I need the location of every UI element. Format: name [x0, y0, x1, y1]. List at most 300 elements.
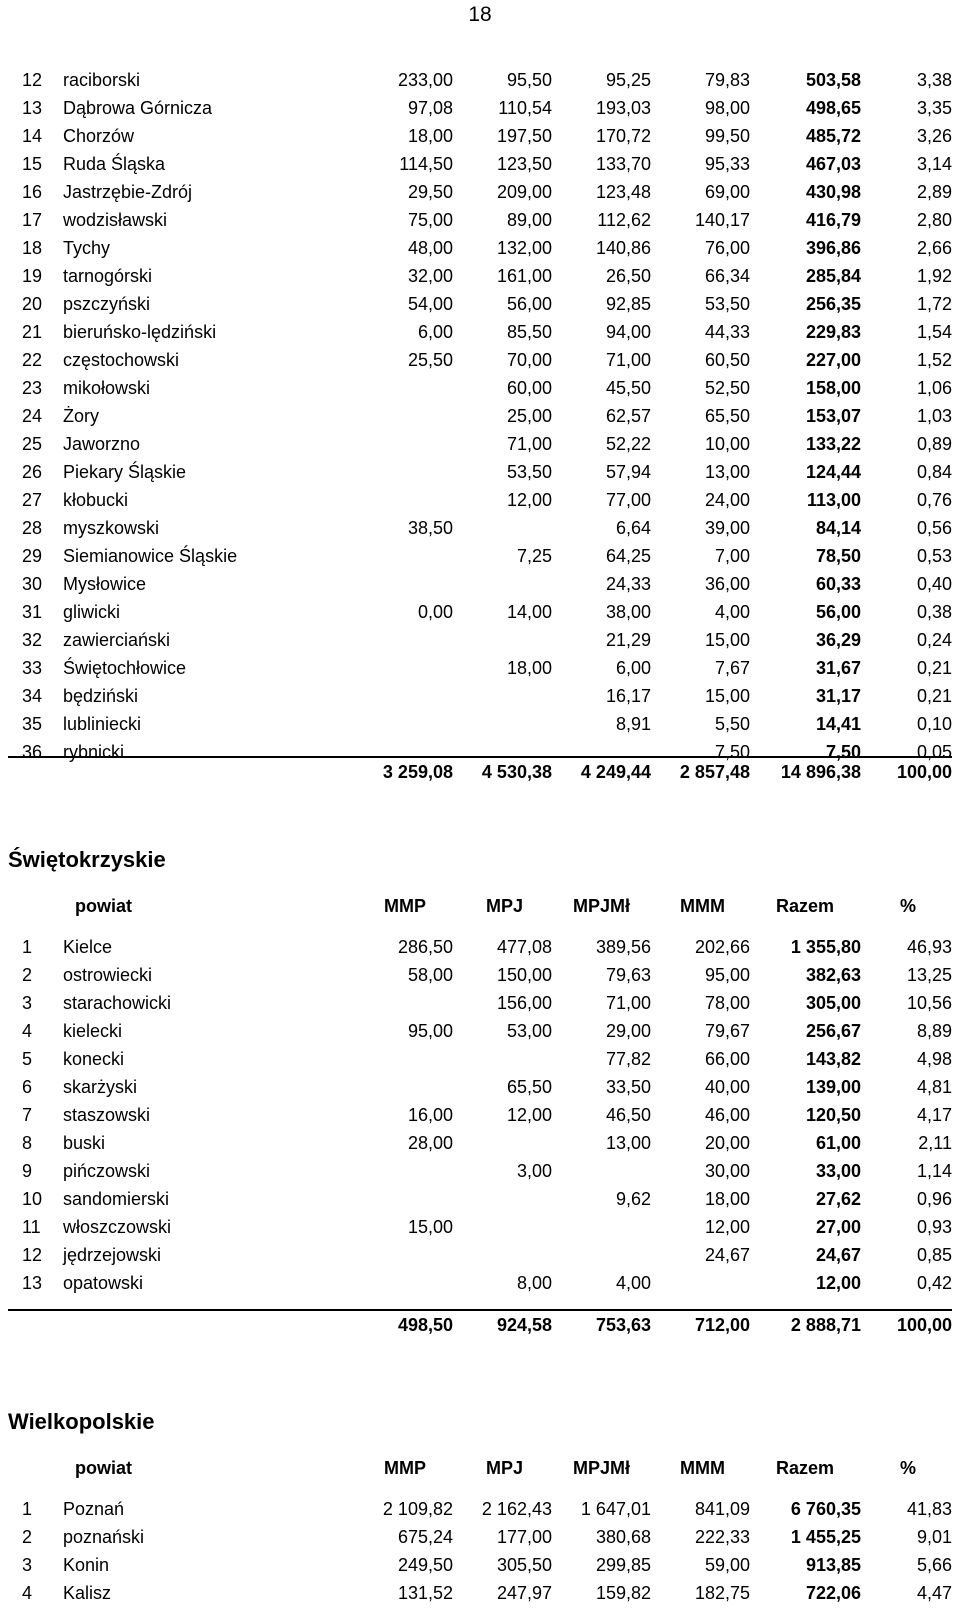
- cell-mpj: 305,50: [496, 1555, 552, 1575]
- cell-mmm: 36,00: [704, 574, 750, 594]
- powiat-name: pszczyński: [63, 294, 151, 314]
- cell-mmp: 58,00: [407, 965, 453, 985]
- row-number: 32: [22, 630, 43, 650]
- cell-mmm: 7,00: [714, 546, 750, 566]
- cell-mmm: 79,67: [704, 1021, 750, 1041]
- row-number: 12: [22, 1245, 43, 1265]
- row-number: 16: [22, 182, 43, 202]
- table-row: [0, 206, 960, 234]
- cell-mmm: 24,00: [704, 490, 750, 510]
- table-row: [0, 1017, 960, 1045]
- cell-razem: 33,00: [815, 1161, 861, 1181]
- cell-razem: 430,98: [805, 182, 861, 202]
- cell-mmm: 182,75: [694, 1583, 750, 1603]
- cell-mpjm: 57,94: [605, 462, 651, 482]
- cell-mpj: 71,00: [506, 434, 552, 454]
- row-number: 9: [22, 1161, 33, 1181]
- slaskie-totals-row: [0, 758, 960, 786]
- cell-mmm: 10,00: [704, 434, 750, 454]
- total-mmm: 712,00: [694, 1315, 750, 1335]
- table-row: [0, 430, 960, 458]
- cell-pct: 0,05: [916, 742, 952, 762]
- powiat-name: Kalisz: [63, 1583, 112, 1603]
- row-number: 23: [22, 378, 43, 398]
- cell-mmp: 249,50: [397, 1555, 453, 1575]
- cell-razem: 382,63: [805, 965, 861, 985]
- row-number: 13: [22, 98, 43, 118]
- header-powiat: powiat: [75, 1458, 132, 1478]
- powiat-name: Świętochłowice: [63, 658, 187, 678]
- cell-pct: 0,10: [916, 714, 952, 734]
- cell-mmm: 4,00: [714, 602, 750, 622]
- cell-razem: 31,67: [815, 658, 861, 678]
- cell-mpj: 56,00: [506, 294, 552, 314]
- cell-pct: 0,89: [916, 434, 952, 454]
- cell-mpjm: 123,48: [595, 182, 651, 202]
- table-row: [0, 290, 960, 318]
- cell-pct: 0,21: [916, 686, 952, 706]
- cell-mpjm: 45,50: [605, 378, 651, 398]
- cell-mmp: 675,24: [397, 1527, 453, 1547]
- cell-mmm: 841,09: [694, 1499, 750, 1519]
- cell-mpj: 156,00: [496, 993, 552, 1013]
- cell-mpjm: 389,56: [595, 937, 651, 957]
- cell-mmm: 78,00: [704, 993, 750, 1013]
- table-row: [0, 66, 960, 94]
- powiat-name: Konin: [63, 1555, 110, 1575]
- cell-mmp: 95,00: [407, 1021, 453, 1041]
- cell-mpj: 7,25: [516, 546, 552, 566]
- cell-mmm: 20,00: [704, 1133, 750, 1153]
- cell-mmp: 18,00: [407, 126, 453, 146]
- row-number: 2: [22, 965, 33, 985]
- row-number: 1: [22, 937, 33, 957]
- cell-razem: 285,84: [805, 266, 861, 286]
- powiat-name: ostrowiecki: [63, 965, 153, 985]
- row-number: 6: [22, 1077, 33, 1097]
- cell-mmm: 13,00: [704, 462, 750, 482]
- total-razem: 14 896,38: [780, 762, 861, 782]
- cell-mpjm: 170,72: [595, 126, 651, 146]
- cell-mpj: 53,50: [506, 462, 552, 482]
- table-row: [0, 374, 960, 402]
- cell-mmm: 95,33: [704, 154, 750, 174]
- row-number: 3: [22, 993, 33, 1013]
- cell-mpjm: 62,57: [605, 406, 651, 426]
- cell-mmm: 140,17: [694, 210, 750, 230]
- powiat-name: Dąbrowa Górnicza: [63, 98, 213, 118]
- table-row: [0, 1579, 960, 1607]
- cell-mpjm: 46,50: [605, 1105, 651, 1125]
- row-number: 15: [22, 154, 43, 174]
- header-mmm: MMM: [680, 1458, 725, 1478]
- cell-razem: 139,00: [805, 1077, 861, 1097]
- header-pct: %: [900, 896, 917, 916]
- cell-pct: 1,92: [916, 266, 952, 286]
- cell-mmp: 32,00: [407, 266, 453, 286]
- cell-mmp: 15,00: [407, 1217, 453, 1237]
- cell-mmp: 38,50: [407, 518, 453, 538]
- cell-mmm: 66,00: [704, 1049, 750, 1069]
- row-number: 25: [22, 434, 43, 454]
- powiat-name: raciborski: [63, 70, 141, 90]
- header-mmp: MMP: [384, 1458, 426, 1478]
- cell-mpjm: 159,82: [595, 1583, 651, 1603]
- cell-mmm: 95,00: [704, 965, 750, 985]
- cell-pct: 2,89: [916, 182, 952, 202]
- header-mpjm: MPJMł: [573, 1458, 631, 1478]
- row-number: 21: [22, 322, 43, 342]
- cell-razem: 143,82: [805, 1049, 861, 1069]
- cell-mmm: 7,50: [714, 742, 750, 762]
- cell-mpj: 12,00: [506, 490, 552, 510]
- cell-mmm: 69,00: [704, 182, 750, 202]
- cell-mpj: 14,00: [506, 602, 552, 622]
- powiat-name: gliwicki: [63, 602, 121, 622]
- header-mmp: MMP: [384, 896, 426, 916]
- row-number: 26: [22, 462, 43, 482]
- cell-pct: 10,56: [906, 993, 952, 1013]
- wielkopolskie-table: [0, 1495, 960, 1607]
- powiat-name: częstochowski: [63, 350, 180, 370]
- cell-mpjm: 64,25: [605, 546, 651, 566]
- header-powiat: powiat: [75, 896, 132, 916]
- cell-pct: 1,06: [916, 378, 952, 398]
- row-number: 33: [22, 658, 43, 678]
- row-number: 20: [22, 294, 43, 314]
- row-number: 7: [22, 1105, 33, 1125]
- cell-razem: 61,00: [815, 1133, 861, 1153]
- powiat-name: Poznań: [63, 1499, 125, 1519]
- row-number: 19: [22, 266, 43, 286]
- row-number: 35: [22, 714, 43, 734]
- row-number: 8: [22, 1133, 33, 1153]
- cell-pct: 4,17: [916, 1105, 952, 1125]
- cell-razem: 14,41: [815, 714, 861, 734]
- cell-mpj: 95,50: [506, 70, 552, 90]
- table-row: [0, 1045, 960, 1073]
- powiat-name: tarnogórski: [63, 266, 153, 286]
- row-number: 30: [22, 574, 43, 594]
- table-row: [0, 1213, 960, 1241]
- total-mpjm: 753,63: [595, 1315, 651, 1335]
- cell-razem: 153,07: [805, 406, 861, 426]
- row-number: 4: [22, 1021, 33, 1041]
- table-row: [0, 150, 960, 178]
- cell-pct: 3,35: [916, 98, 952, 118]
- powiat-name: buski: [63, 1133, 106, 1153]
- powiat-name: myszkowski: [63, 518, 160, 538]
- table-row: [0, 654, 960, 682]
- total-pct: 100,00: [896, 1315, 952, 1335]
- table-row: [0, 933, 960, 961]
- cell-pct: 46,93: [906, 937, 952, 957]
- table-row: [0, 989, 960, 1017]
- cell-mpjm: 33,50: [605, 1077, 651, 1097]
- table-row: [0, 318, 960, 346]
- table-row: [0, 542, 960, 570]
- cell-pct: 1,72: [916, 294, 952, 314]
- cell-mpjm: 140,86: [595, 238, 651, 258]
- cell-pct: 0,85: [916, 1245, 952, 1265]
- cell-mpj: 177,00: [496, 1527, 552, 1547]
- row-number: 3: [22, 1555, 33, 1575]
- cell-pct: 3,26: [916, 126, 952, 146]
- powiat-name: Chorzów: [63, 126, 135, 146]
- cell-razem: 31,17: [815, 686, 861, 706]
- header-mpj: MPJ: [486, 896, 524, 916]
- cell-mmp: 29,50: [407, 182, 453, 202]
- cell-mpj: 60,00: [506, 378, 552, 398]
- header-mpjm: MPJMł: [573, 896, 631, 916]
- cell-razem: 27,62: [815, 1189, 861, 1209]
- row-number: 1: [22, 1499, 33, 1519]
- powiat-name: poznański: [63, 1527, 145, 1547]
- table-row: [0, 1073, 960, 1101]
- cell-mmm: 44,33: [704, 322, 750, 342]
- cell-razem: 229,83: [805, 322, 861, 342]
- powiat-name: sandomierski: [63, 1189, 170, 1209]
- row-number: 14: [22, 126, 43, 146]
- row-number: 5: [22, 1049, 33, 1069]
- cell-mmp: 25,50: [407, 350, 453, 370]
- cell-mmm: 30,00: [704, 1161, 750, 1181]
- cell-mpj: 150,00: [496, 965, 552, 985]
- cell-mmm: 53,50: [704, 294, 750, 314]
- total-mpj: 4 530,38: [481, 762, 552, 782]
- table-row: [0, 1551, 960, 1579]
- cell-razem: 27,00: [815, 1217, 861, 1237]
- table-row: [0, 626, 960, 654]
- cell-mpj: 132,00: [496, 238, 552, 258]
- cell-pct: 0,24: [916, 630, 952, 650]
- total-pct: 100,00: [896, 762, 952, 782]
- cell-mmm: 59,00: [704, 1555, 750, 1575]
- cell-pct: 1,03: [916, 406, 952, 426]
- cell-mpj: 197,50: [496, 126, 552, 146]
- cell-pct: 2,11: [918, 1133, 952, 1153]
- cell-mmm: 15,00: [704, 686, 750, 706]
- powiat-name: kielecki: [63, 1021, 123, 1041]
- powiat-name: bieruńsko-lędziński: [63, 322, 217, 342]
- cell-razem: 124,44: [805, 462, 861, 482]
- cell-pct: 1,14: [916, 1161, 952, 1181]
- table-row: [0, 1157, 960, 1185]
- total-razem: 2 888,71: [790, 1315, 861, 1335]
- cell-mpj: 123,50: [496, 154, 552, 174]
- cell-mpj: 3,00: [516, 1161, 552, 1181]
- cell-mmm: 76,00: [704, 238, 750, 258]
- cell-mpjm: 21,29: [605, 630, 651, 650]
- cell-mmp: 0,00: [417, 602, 453, 622]
- header-mpj: MPJ: [486, 1458, 524, 1478]
- cell-mmm: 12,00: [704, 1217, 750, 1237]
- cell-razem: 256,67: [805, 1021, 861, 1041]
- cell-mmm: 24,67: [704, 1245, 750, 1265]
- cell-razem: 120,50: [805, 1105, 861, 1125]
- row-number: 31: [22, 602, 43, 622]
- powiat-name: będziński: [63, 686, 139, 706]
- cell-pct: 2,80: [916, 210, 952, 230]
- cell-razem: 498,65: [805, 98, 861, 118]
- cell-mmp: 28,00: [407, 1133, 453, 1153]
- cell-mmm: 5,50: [714, 714, 750, 734]
- powiat-name: zawierciański: [63, 630, 171, 650]
- table-row: [0, 961, 960, 989]
- cell-mmp: 2 109,82: [382, 1499, 453, 1519]
- cell-mmp: 286,50: [397, 937, 453, 957]
- powiat-name: skarżyski: [63, 1077, 138, 1097]
- row-number: 22: [22, 350, 43, 370]
- cell-pct: 0,93: [916, 1217, 952, 1237]
- cell-mpjm: 16,17: [605, 686, 651, 706]
- header-pct: %: [900, 1458, 917, 1478]
- powiat-name: Mysłowice: [63, 574, 147, 594]
- cell-mpjm: 29,00: [605, 1021, 651, 1041]
- table-row: [0, 262, 960, 290]
- cell-pct: 5,66: [916, 1555, 952, 1575]
- cell-mmm: 46,00: [704, 1105, 750, 1125]
- row-number: 4: [22, 1583, 33, 1603]
- cell-mmp: 75,00: [407, 210, 453, 230]
- cell-razem: 503,58: [805, 70, 861, 90]
- powiat-name: konecki: [63, 1049, 125, 1069]
- powiat-name: Piekary Śląskie: [63, 462, 187, 482]
- cell-mpj: 8,00: [516, 1273, 552, 1293]
- swietokrzyskie-totals-row: [0, 1311, 960, 1339]
- table-row: [0, 346, 960, 374]
- row-number: 36: [22, 742, 43, 762]
- table-row: [0, 178, 960, 206]
- cell-mpjm: 52,22: [605, 434, 651, 454]
- cell-mmm: 52,50: [704, 378, 750, 398]
- powiat-name: włoszczowski: [63, 1217, 172, 1237]
- table-row: [0, 402, 960, 430]
- total-mmm: 2 857,48: [679, 762, 750, 782]
- cell-mpjm: 133,70: [595, 154, 651, 174]
- cell-mpjm: 380,68: [595, 1527, 651, 1547]
- table-row: [0, 94, 960, 122]
- row-number: 11: [22, 1217, 41, 1237]
- cell-pct: 4,98: [916, 1049, 952, 1069]
- cell-razem: 6 760,35: [790, 1499, 861, 1519]
- row-number: 17: [22, 210, 43, 230]
- cell-mpjm: 112,62: [597, 210, 651, 230]
- table-row: [0, 486, 960, 514]
- cell-mpj: 18,00: [506, 658, 552, 678]
- cell-razem: 1 455,25: [790, 1527, 861, 1547]
- cell-mpj: 53,00: [506, 1021, 552, 1041]
- powiat-name: rybnicki: [63, 742, 125, 762]
- cell-razem: 60,33: [815, 574, 861, 594]
- cell-pct: 13,25: [906, 965, 952, 985]
- cell-razem: 227,00: [805, 350, 861, 370]
- cell-pct: 3,38: [916, 70, 952, 90]
- row-number: 27: [22, 490, 43, 510]
- cell-razem: 485,72: [805, 126, 861, 146]
- cell-mpj: 12,00: [506, 1105, 552, 1125]
- cell-pct: 0,84: [916, 462, 952, 482]
- table-header-swietokrzyskie: [0, 892, 960, 920]
- cell-mmp: 114,50: [399, 154, 453, 174]
- section-title-swietokrzyskie: Świętokrzyskie: [8, 847, 166, 872]
- table-row: [0, 122, 960, 150]
- cell-pct: 0,96: [916, 1189, 952, 1209]
- row-number: 24: [22, 406, 43, 426]
- cell-mpjm: 24,33: [605, 574, 651, 594]
- cell-mmm: 202,66: [694, 937, 750, 957]
- cell-pct: 9,01: [916, 1527, 952, 1547]
- cell-razem: 84,14: [815, 518, 861, 538]
- cell-razem: 113,00: [806, 490, 861, 510]
- table-row: [0, 598, 960, 626]
- cell-mpjm: 38,00: [605, 602, 651, 622]
- row-number: 13: [22, 1273, 43, 1293]
- powiat-name: Jaworzno: [63, 434, 141, 454]
- header-mmm: MMM: [680, 896, 725, 916]
- cell-mmp: 54,00: [407, 294, 453, 314]
- total-mpj: 924,58: [496, 1315, 552, 1335]
- cell-pct: 4,47: [916, 1583, 952, 1603]
- table-row: [0, 1495, 960, 1523]
- cell-razem: 24,67: [815, 1245, 861, 1265]
- cell-razem: 416,79: [805, 210, 861, 230]
- cell-pct: 2,66: [916, 238, 952, 258]
- cell-mmm: 222,33: [694, 1527, 750, 1547]
- cell-mmm: 98,00: [704, 98, 750, 118]
- powiat-name: Ruda Śląska: [63, 154, 166, 174]
- cell-mmm: 79,83: [704, 70, 750, 90]
- powiat-name: wodzisławski: [63, 210, 168, 230]
- cell-mmm: 15,00: [704, 630, 750, 650]
- cell-razem: 133,22: [805, 434, 861, 454]
- cell-mmm: 99,50: [704, 126, 750, 146]
- row-number: 34: [22, 686, 43, 706]
- cell-pct: 0,21: [916, 658, 952, 678]
- powiat-name: Siemianowice Śląskie: [63, 546, 238, 566]
- cell-mmp: 6,00: [417, 322, 453, 342]
- table-row: [0, 570, 960, 598]
- cell-razem: 158,00: [805, 378, 861, 398]
- cell-pct: 3,14: [916, 154, 952, 174]
- cell-mmm: 66,34: [704, 266, 750, 286]
- total-mmp: 498,50: [397, 1315, 453, 1335]
- cell-mpjm: 6,00: [615, 658, 651, 678]
- powiat-name: Kielce: [63, 937, 113, 957]
- total-mmp: 3 259,08: [382, 762, 453, 782]
- cell-mpjm: 95,25: [605, 70, 651, 90]
- cell-mpjm: 71,00: [605, 993, 651, 1013]
- cell-mpj: 85,50: [506, 322, 552, 342]
- cell-mpjm: 193,03: [595, 98, 651, 118]
- swietokrzyskie-table: [0, 933, 960, 1297]
- table-row: [0, 1523, 960, 1551]
- cell-mpjm: 299,85: [595, 1555, 651, 1575]
- cell-pct: 0,38: [916, 602, 952, 622]
- cell-mpj: 2 162,43: [481, 1499, 552, 1519]
- slaskie-table: [0, 66, 960, 766]
- cell-razem: 1 355,80: [790, 937, 861, 957]
- cell-mpjm: 79,63: [605, 965, 651, 985]
- powiat-name: kłobucki: [63, 490, 129, 510]
- page-number: 18: [468, 3, 492, 26]
- table-row: [0, 1129, 960, 1157]
- powiat-name: pińczowski: [63, 1161, 151, 1181]
- cell-mpjm: 71,00: [605, 350, 651, 370]
- cell-razem: 467,03: [805, 154, 861, 174]
- cell-mpjm: 9,62: [615, 1189, 651, 1209]
- cell-mmp: 97,08: [407, 98, 453, 118]
